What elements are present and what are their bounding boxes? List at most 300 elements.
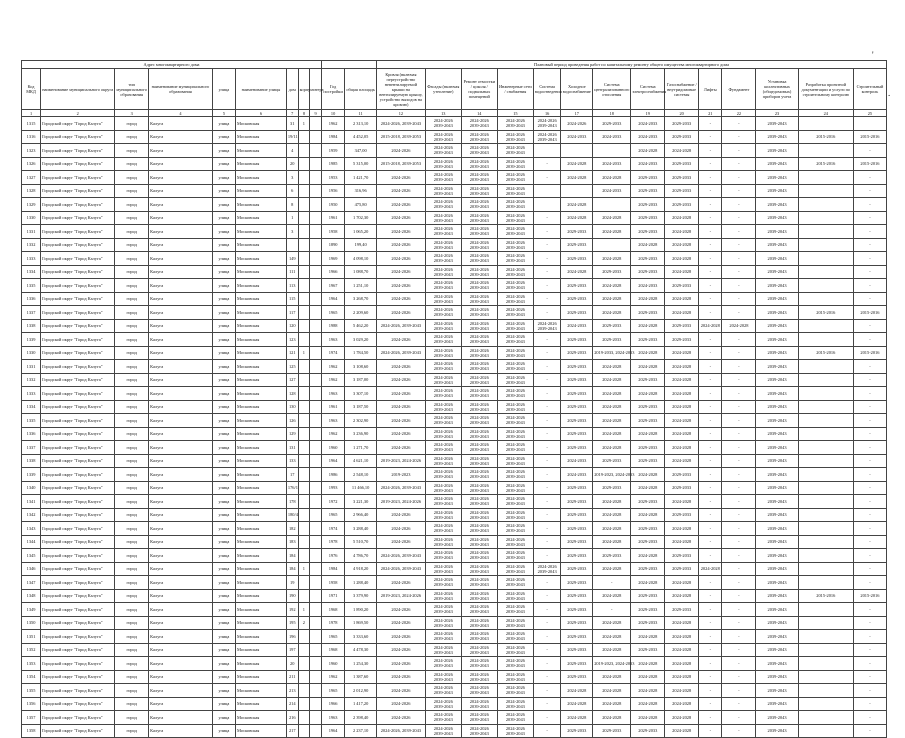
cell-c16: - xyxy=(533,535,561,549)
cell-type: город xyxy=(115,117,149,131)
cell-c13: 2024-2026 2039-2043 xyxy=(425,252,461,266)
cell-year: 1968 xyxy=(321,603,344,617)
cell-c14: 2024-2026 2039-2043 xyxy=(461,373,497,387)
cell-c16: - xyxy=(533,576,561,590)
cell-year: 1962 xyxy=(321,360,344,374)
cell-mo: Калуга xyxy=(149,333,213,347)
cell-street: Московская xyxy=(236,144,287,158)
cell-c15: 2024-2026 2039-2043 xyxy=(497,400,533,414)
cell-c12: 2019-2023 xyxy=(377,468,426,482)
cell-type: город xyxy=(115,157,149,171)
cell-korpus xyxy=(298,468,310,482)
cell-c23: 2039-2043 xyxy=(756,373,798,387)
cell-c18: 2024-2028 xyxy=(593,427,631,441)
cell-house: 20 xyxy=(286,157,298,171)
cell-street-type: улица xyxy=(212,481,235,495)
cell-type: город xyxy=(115,724,149,738)
table-row xyxy=(22,225,887,239)
column-header-8: корпус xyxy=(298,69,310,110)
cell-c22: - xyxy=(722,454,756,468)
cell-c15: 2024-2026 2039-2043 xyxy=(497,684,533,698)
cell-c24 xyxy=(798,117,853,131)
cell-c12: 2024-2026 xyxy=(377,306,426,320)
cell-mo: Калуга xyxy=(149,184,213,198)
cell-c16: - xyxy=(533,522,561,536)
cell-c12: 2024-2026 xyxy=(377,643,426,657)
cell-korpus: 2 xyxy=(298,616,310,630)
cell-c21: - xyxy=(699,265,722,279)
cell-c13: 2024-2026 2039-2043 xyxy=(425,589,461,603)
cell-litera xyxy=(310,387,322,401)
cell-c13: 2024-2026 2039-2043 xyxy=(425,319,461,333)
cell-c14: 2024-2026 2039-2043 xyxy=(461,252,497,266)
cell-c18: 2024-2028 xyxy=(593,508,631,522)
cell-c20: 2024-2028 xyxy=(665,454,699,468)
cell-c20: 2024-2028 xyxy=(665,643,699,657)
cell-okrug: Городской округ "Город Калуга" xyxy=(41,387,115,401)
cell-code: 1330 xyxy=(22,346,41,360)
cell-c18: 2024-2028 xyxy=(593,373,631,387)
cell-c17: 2024-2026 xyxy=(561,117,593,131)
cell-c20: 2024-2028 xyxy=(665,495,699,509)
cell-c22: - xyxy=(722,697,756,711)
cell-c13: 2024-2026 2039-2043 xyxy=(425,670,461,684)
cell-c16: - xyxy=(533,441,561,455)
cell-c22: - xyxy=(722,171,756,185)
cell-litera xyxy=(310,373,322,387)
cell-c20: 2024-2028 xyxy=(665,724,699,738)
cell-c14: 2024-2026 2039-2043 xyxy=(461,238,497,252)
cell-c15: 2024-2026 2039-2043 xyxy=(497,333,533,347)
cell-c14: 2024-2026 2039-2043 xyxy=(461,711,497,725)
cell-street-type: улица xyxy=(212,279,235,293)
cell-okrug: Городской округ "Город Калуга" xyxy=(41,157,115,171)
cell-c19: 2029-2033 xyxy=(631,306,665,320)
cell-c17: 2024-2033 xyxy=(561,468,593,482)
cell-mo: Калуга xyxy=(149,144,213,158)
cell-c25: - xyxy=(853,711,886,725)
cell-c18: 2029-2033 xyxy=(593,117,631,131)
cell-type: город xyxy=(115,306,149,320)
cell-street: Московская xyxy=(236,252,287,266)
cell-area: 1 421,70 xyxy=(345,171,377,185)
cell-c22: - xyxy=(722,252,756,266)
cell-c14: 2024-2026 2039-2043 xyxy=(461,198,497,212)
cell-area: 11 466,10 xyxy=(345,481,377,495)
cell-c22: - xyxy=(722,387,756,401)
cell-korpus xyxy=(298,211,310,225)
cell-mo: Калуга xyxy=(149,549,213,563)
cell-c23: 2039-2043 xyxy=(756,616,798,630)
cell-c25: - xyxy=(853,387,886,401)
cell-c20: 2029-2033 xyxy=(665,333,699,347)
cell-house: 120 xyxy=(286,319,298,333)
cell-c14: 2024-2026 2039-2043 xyxy=(461,225,497,239)
cell-c17: 2029-2033 xyxy=(561,589,593,603)
cell-okrug: Городской округ "Город Калуга" xyxy=(41,130,115,144)
cell-year: 1965 xyxy=(321,630,344,644)
cell-c12: 2024-2026 xyxy=(377,684,426,698)
cell-mo: Калуга xyxy=(149,157,213,171)
cell-korpus xyxy=(298,360,310,374)
cell-year: 1950 xyxy=(321,198,344,212)
cell-street-type: улица xyxy=(212,522,235,536)
cell-c16: - xyxy=(533,616,561,630)
cell-c23: 2039-2043 xyxy=(756,387,798,401)
column-header-1: Код МКД xyxy=(22,69,41,110)
cell-code: 1332 xyxy=(22,373,41,387)
cell-c24 xyxy=(798,171,853,185)
cell-c16: - xyxy=(533,630,561,644)
cell-c24 xyxy=(798,184,853,198)
cell-mo: Калуга xyxy=(149,630,213,644)
cell-street-type: улица xyxy=(212,265,235,279)
cell-c17: 2029-2033 xyxy=(561,279,593,293)
cell-year: 1968 xyxy=(321,643,344,657)
cell-area: 3 029,20 xyxy=(345,333,377,347)
cell-c22: - xyxy=(722,346,756,360)
cell-c13: 2024-2026 2039-2043 xyxy=(425,387,461,401)
cell-c23: 2039-2043 xyxy=(756,670,798,684)
cell-street-type: улица xyxy=(212,144,235,158)
cell-c13: 2024-2026 2039-2043 xyxy=(425,697,461,711)
cell-c19: 2029-2033 xyxy=(631,441,665,455)
cell-year: 1976 xyxy=(321,549,344,563)
cell-c14: 2024-2026 2039-2043 xyxy=(461,130,497,144)
cell-litera xyxy=(310,684,322,698)
cell-type: город xyxy=(115,670,149,684)
cell-c20: 2029-2033 xyxy=(665,130,699,144)
cell-c16: - xyxy=(533,238,561,252)
cell-c22: - xyxy=(722,441,756,455)
cell-c22: - xyxy=(722,427,756,441)
cell-okrug: Городской округ "Город Калуга" xyxy=(41,292,115,306)
cell-c18 xyxy=(593,144,631,158)
cell-c23: 2039-2043 xyxy=(756,724,798,738)
cell-c22: - xyxy=(722,657,756,671)
cell-street: Московская xyxy=(236,387,287,401)
cell-c25: - xyxy=(853,495,886,509)
cell-c19: 2024-2028 xyxy=(631,630,665,644)
cell-c13: 2024-2026 2039-2043 xyxy=(425,184,461,198)
cell-c21: - xyxy=(699,387,722,401)
cell-c17: 2029-2033 xyxy=(561,373,593,387)
cell-c25: - xyxy=(853,481,886,495)
cell-c15: 2024-2026 2039-2043 xyxy=(497,454,533,468)
cell-mo: Калуга xyxy=(149,427,213,441)
cell-c13: 2024-2026 2039-2043 xyxy=(425,549,461,563)
cell-year: 1972 xyxy=(321,495,344,509)
cell-c15: 2024-2026 2039-2043 xyxy=(497,549,533,563)
cell-c21: - xyxy=(699,508,722,522)
cell-c16: 2024-2026 2039-2043 xyxy=(533,562,561,576)
cell-okrug: Городской округ "Город Калуга" xyxy=(41,549,115,563)
cell-c13: 2024-2026 2039-2043 xyxy=(425,481,461,495)
cell-c23: 2039-2043 xyxy=(756,171,798,185)
cell-type: город xyxy=(115,697,149,711)
cell-street: Московская xyxy=(236,238,287,252)
cell-year: 1953 xyxy=(321,171,344,185)
cell-c15: 2024-2026 2039-2043 xyxy=(497,724,533,738)
cell-c12: 2024-2026, 2039-2043 xyxy=(377,724,426,738)
cell-c23: 2039-2043 xyxy=(756,130,798,144)
cell-c13: 2024-2026 2039-2043 xyxy=(425,400,461,414)
cell-mo: Калуга xyxy=(149,238,213,252)
cell-c25: - xyxy=(853,441,886,455)
cell-mo: Калуга xyxy=(149,684,213,698)
cell-c19: 2024-2033 xyxy=(631,279,665,293)
cell-c16 xyxy=(533,198,561,212)
cell-type: город xyxy=(115,171,149,185)
cell-type: город xyxy=(115,495,149,509)
table-row xyxy=(22,319,887,333)
cell-c19: 2024-2028 xyxy=(631,468,665,482)
cell-street-type: улица xyxy=(212,711,235,725)
cell-house: 128 xyxy=(286,387,298,401)
cell-street-type: улица xyxy=(212,657,235,671)
cell-c15: 2024-2026 2039-2043 xyxy=(497,589,533,603)
cell-c21: - xyxy=(699,198,722,212)
cell-code: 1336 xyxy=(22,292,41,306)
column-header-7: дом xyxy=(286,69,298,110)
cell-litera xyxy=(310,198,322,212)
cell-c24 xyxy=(798,238,853,252)
cell-c18: 2024-2028 xyxy=(593,643,631,657)
cell-c25: - xyxy=(853,360,886,374)
cell-mo: Калуга xyxy=(149,724,213,738)
cell-c12: 2019-2023, 2024-2026 xyxy=(377,589,426,603)
cell-type: город xyxy=(115,414,149,428)
cell-code: 1340 xyxy=(22,481,41,495)
cell-litera xyxy=(310,535,322,549)
page-mark-top: ' xyxy=(872,50,874,60)
table-row xyxy=(22,657,887,671)
cell-type: город xyxy=(115,522,149,536)
cell-c15: 2024-2026 2039-2043 xyxy=(497,441,533,455)
cell-c14: 2024-2026 2039-2043 xyxy=(461,211,497,225)
cell-area: 475,80 xyxy=(345,198,377,212)
cell-c23: 2039-2043 xyxy=(756,468,798,482)
cell-c18: 2029-2033 xyxy=(593,333,631,347)
cell-c13: 2024-2026 2039-2043 xyxy=(425,373,461,387)
cell-c17: 2029-2033 xyxy=(561,657,593,671)
cell-c16: - xyxy=(533,468,561,482)
cell-c24 xyxy=(798,333,853,347)
cell-c19: 2029-2033 xyxy=(631,522,665,536)
cell-house: 4 xyxy=(286,144,298,158)
cell-c19: 2024-2028 xyxy=(631,670,665,684)
cell-mo: Калуга xyxy=(149,481,213,495)
cell-c25: - xyxy=(853,508,886,522)
cell-street: Московская xyxy=(236,697,287,711)
cell-c14: 2024-2026 2039-2043 xyxy=(461,427,497,441)
cell-c16: - xyxy=(533,495,561,509)
cell-c21: - xyxy=(699,360,722,374)
header-group-row xyxy=(22,61,887,69)
cell-litera xyxy=(310,481,322,495)
cell-c13: 2024-2026 2039-2043 xyxy=(425,454,461,468)
cell-c14: 2024-2026 2039-2043 xyxy=(461,697,497,711)
cell-house: 6 xyxy=(286,184,298,198)
cell-c19: 2024-2028 xyxy=(631,697,665,711)
cell-c18: 2024-2033 xyxy=(593,130,631,144)
cell-c20: 2024-2028 xyxy=(665,535,699,549)
cell-c12: 2024-2026, 2039-2043 xyxy=(377,319,426,333)
cell-c16: - xyxy=(533,454,561,468)
cell-c25: - xyxy=(853,279,886,293)
cell-okrug: Городской округ "Город Калуга" xyxy=(41,427,115,441)
cell-code: 1331 xyxy=(22,225,41,239)
cell-c15: 2024-2026 2039-2043 xyxy=(497,319,533,333)
table-row xyxy=(22,724,887,738)
cell-c21: - xyxy=(699,346,722,360)
cell-okrug: Городской округ "Город Калуга" xyxy=(41,211,115,225)
cell-code: 1352 xyxy=(22,643,41,657)
cell-year: 1963 xyxy=(321,711,344,725)
column-header-16: Система водоотведения xyxy=(533,69,561,110)
cell-year: 1969 xyxy=(321,252,344,266)
cell-korpus xyxy=(298,198,310,212)
cell-c20: 2024-2028 xyxy=(665,387,699,401)
cell-mo: Калуга xyxy=(149,603,213,617)
cell-c23: 2039-2043 xyxy=(756,657,798,671)
cell-okrug: Городской округ "Город Калуга" xyxy=(41,522,115,536)
cell-c14: 2024-2026 2039-2043 xyxy=(461,522,497,536)
cell-c18: 2024-2028 xyxy=(593,589,631,603)
cell-c17: 2024-2028 xyxy=(561,697,593,711)
cell-c16: - xyxy=(533,589,561,603)
cell-c17: 2024-2028 xyxy=(561,171,593,185)
cell-c17: 2024-2028 xyxy=(561,198,593,212)
cell-okrug: Городской округ "Город Калуга" xyxy=(41,319,115,333)
cell-litera xyxy=(310,346,322,360)
cell-c15: 2024-2026 2039-2043 xyxy=(497,130,533,144)
cell-street-type: улица xyxy=(212,549,235,563)
cell-c23: 2039-2043 xyxy=(756,697,798,711)
cell-okrug: Городской округ "Город Калуга" xyxy=(41,144,115,158)
cell-code: 1328 xyxy=(22,184,41,198)
cell-year: 1965 xyxy=(321,306,344,320)
cell-mo: Калуга xyxy=(149,454,213,468)
cell-street-type: улица xyxy=(212,292,235,306)
cell-type: город xyxy=(115,400,149,414)
cell-year: 1963 xyxy=(321,414,344,428)
cell-c13: 2024-2026 2039-2043 xyxy=(425,198,461,212)
cell-litera xyxy=(310,292,322,306)
cell-c17 xyxy=(561,184,593,198)
cell-house: 127 xyxy=(286,373,298,387)
cell-c21: - xyxy=(699,144,722,158)
cell-code: 1338 xyxy=(22,454,41,468)
cell-mo: Калуга xyxy=(149,508,213,522)
cell-area: 2 237,10 xyxy=(345,724,377,738)
cell-street: Московская xyxy=(236,549,287,563)
cell-c17: 2029-2033 xyxy=(561,643,593,657)
cell-year: 1964 xyxy=(321,292,344,306)
column-number-1: 1 xyxy=(22,110,41,117)
cell-c18: 2024-2028 xyxy=(593,306,631,320)
cell-c17: 2029-2033 xyxy=(561,508,593,522)
cell-house: 111 xyxy=(286,265,298,279)
cell-c23: 2039-2043 xyxy=(756,603,798,617)
cell-c21: - xyxy=(699,252,722,266)
cell-street-type: улица xyxy=(212,603,235,617)
column-header-20: Газоснабжение / внутридомовые системы xyxy=(665,69,699,110)
cell-okrug: Городской округ "Город Калуга" xyxy=(41,724,115,738)
cell-area: 2 313,10 xyxy=(345,117,377,131)
cell-c17: 2024-2028 xyxy=(561,265,593,279)
cell-litera xyxy=(310,468,322,482)
cell-c17: 2024-2028 xyxy=(561,711,593,725)
cell-c14: 2024-2026 2039-2043 xyxy=(461,630,497,644)
cell-type: город xyxy=(115,225,149,239)
cell-mo: Калуга xyxy=(149,346,213,360)
cell-street: Московская xyxy=(236,171,287,185)
table-row xyxy=(22,589,887,603)
cell-c15: 2024-2026 2039-2043 xyxy=(497,535,533,549)
cell-c24 xyxy=(798,481,853,495)
cell-c16: - xyxy=(533,333,561,347)
cell-area: 347,00 xyxy=(345,144,377,158)
cell-c16: - xyxy=(533,360,561,374)
cell-mo: Калуга xyxy=(149,400,213,414)
table-row xyxy=(22,576,887,590)
cell-year: 1960 xyxy=(321,441,344,455)
cell-c19: 2024-2028 xyxy=(631,576,665,590)
cell-c25: - xyxy=(853,670,886,684)
cell-c24 xyxy=(798,468,853,482)
cell-okrug: Городской округ "Город Калуга" xyxy=(41,697,115,711)
cell-area: 5 315,00 xyxy=(345,157,377,171)
cell-c23: 2039-2043 xyxy=(756,643,798,657)
cell-code: 1329 xyxy=(22,198,41,212)
table-row xyxy=(22,306,887,320)
cell-c23: 2039-2043 xyxy=(756,319,798,333)
cell-year: 1963 xyxy=(321,333,344,347)
cell-mo: Калуга xyxy=(149,279,213,293)
cell-okrug: Городской округ "Город Калуга" xyxy=(41,225,115,239)
cell-c14: 2024-2026 2039-2043 xyxy=(461,319,497,333)
column-number-7: 7 xyxy=(286,110,298,117)
cell-year: 1961 xyxy=(321,400,344,414)
cell-litera xyxy=(310,211,322,225)
table-row xyxy=(22,508,887,522)
cell-street: Московская xyxy=(236,130,287,144)
table-row xyxy=(22,468,887,482)
cell-area: 1 784,50 xyxy=(345,346,377,360)
cell-c15: 2024-2026 2039-2043 xyxy=(497,252,533,266)
cell-litera xyxy=(310,319,322,333)
cell-street: Московская xyxy=(236,427,287,441)
cell-c12: 2024-2026 xyxy=(377,535,426,549)
cell-c23: 2039-2043 xyxy=(756,400,798,414)
column-number-13: 13 xyxy=(425,110,461,117)
cell-code: 1335 xyxy=(22,414,41,428)
cell-c16: - xyxy=(533,211,561,225)
cell-c13: 2024-2026 2039-2043 xyxy=(425,603,461,617)
cell-house: 31 xyxy=(286,117,298,131)
cell-okrug: Городской округ "Город Калуга" xyxy=(41,252,115,266)
cell-c25: - xyxy=(853,333,886,347)
cell-c12: 2024-2026 xyxy=(377,211,426,225)
cell-c25: - xyxy=(853,468,886,482)
cell-c20: 2029-2033 xyxy=(665,562,699,576)
cell-c16: - xyxy=(533,252,561,266)
cell-street-type: улица xyxy=(212,211,235,225)
cell-okrug: Городской округ "Город Калуга" xyxy=(41,562,115,576)
cell-c24 xyxy=(798,508,853,522)
cell-korpus xyxy=(298,535,310,549)
